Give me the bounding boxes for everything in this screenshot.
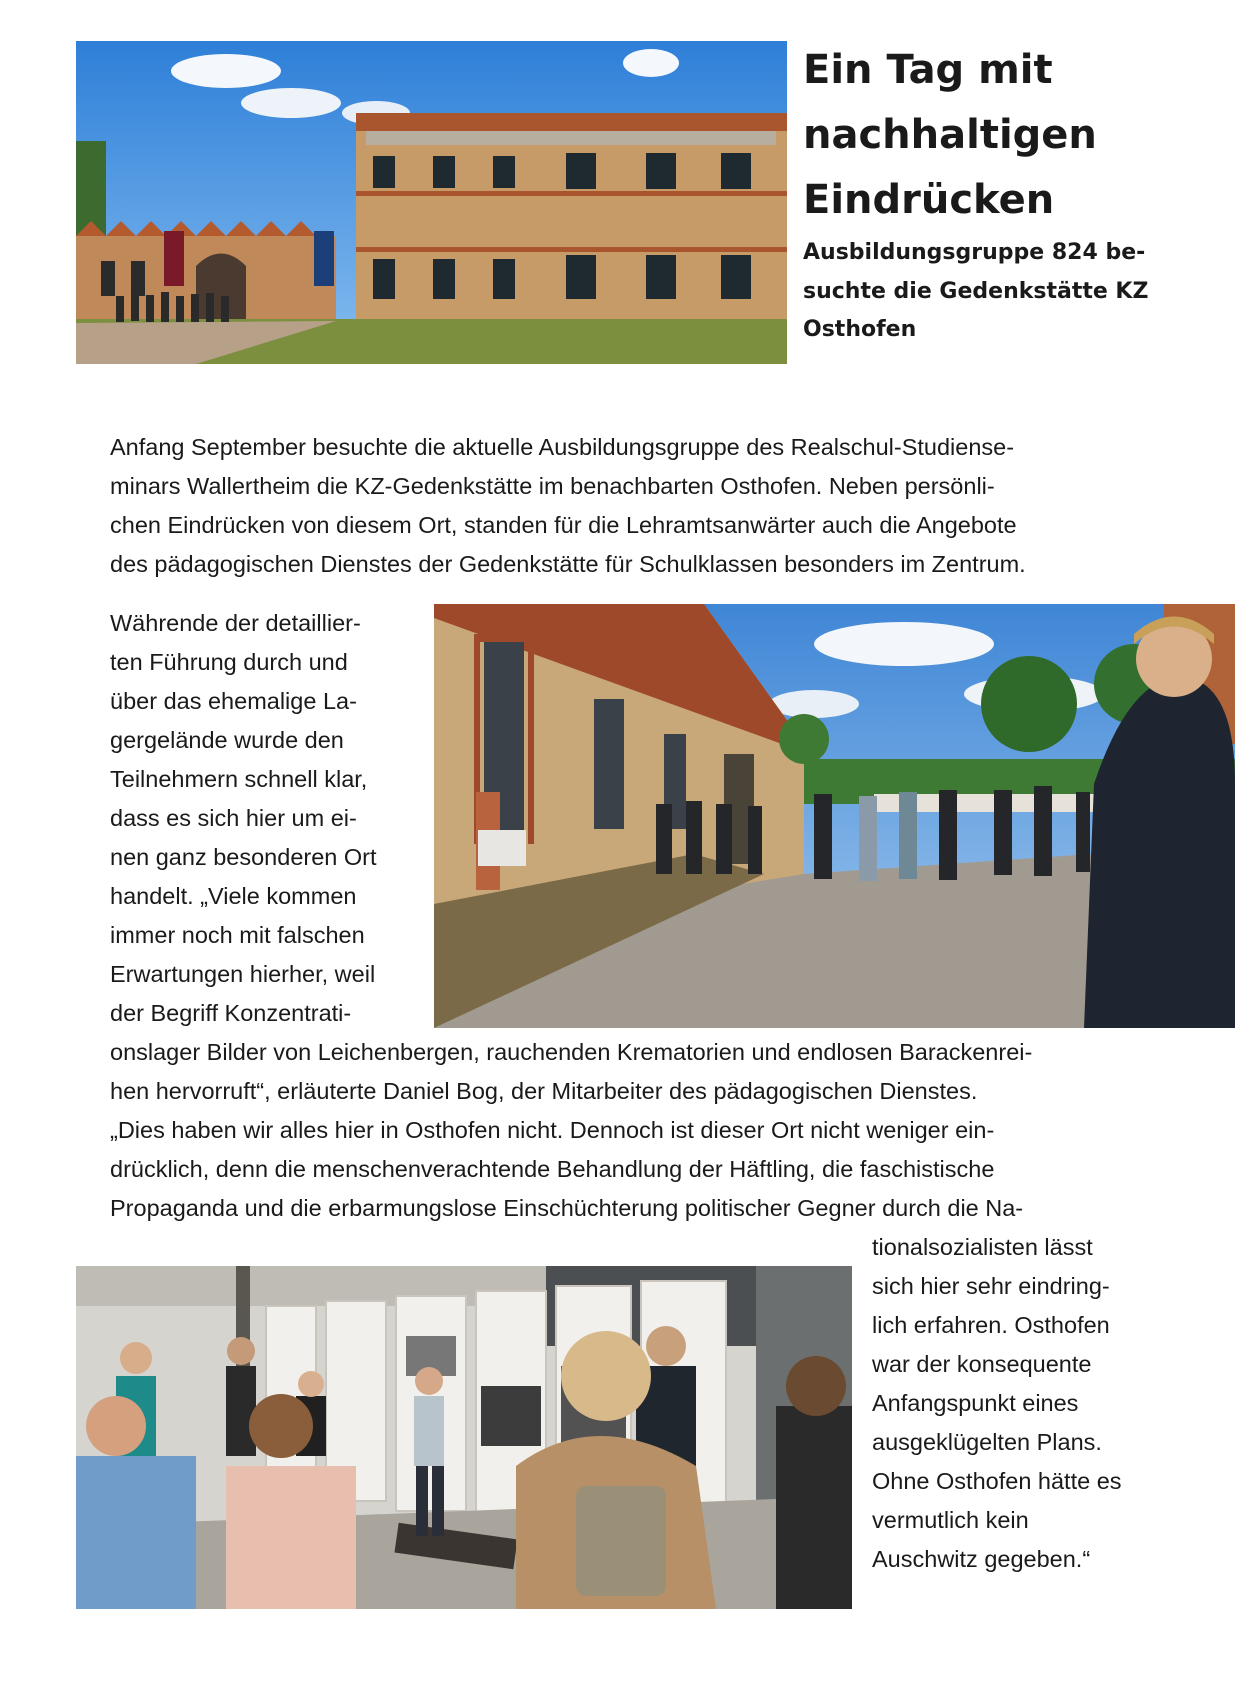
headline-line: Eindrücken: [803, 177, 1055, 223]
headline-line: nachhaltigen: [803, 112, 1097, 158]
text-line: „Dies haben wir alles hier in Osthofen nicht. Dennoch ist dieser Ort nicht weniger ein-: [110, 1117, 995, 1143]
text-line: Ohne Osthofen hätte es: [872, 1468, 1122, 1494]
text-line: onslager Bilder von Leichenbergen, rauchenden Krematorien und endlosen Barackenrei-: [110, 1039, 1033, 1065]
text-line: tionalsozialisten lässt: [872, 1234, 1093, 1260]
article-subheadline: [803, 234, 1183, 350]
text-line: der Begriff Konzentrati-: [110, 1000, 352, 1026]
text-line: Erwartungen hierher, weil: [110, 961, 376, 987]
outdoor-tour-photo: [434, 604, 1235, 1028]
text-line: sich hier sehr eindring-: [872, 1273, 1110, 1299]
text-line: ausgeklügelten Plans.: [872, 1429, 1102, 1455]
text-line: minars Wallertheim die KZ-Gedenkstätte im benachbarten Osthofen. Neben persönli-: [110, 473, 995, 499]
text-line: drücklich, denn die menschenverachtende Behandlung der Häftling, die faschistische: [110, 1156, 995, 1182]
text-line: war der konsequente: [872, 1351, 1092, 1377]
text-line: Anfangspunkt eines: [872, 1390, 1079, 1416]
subheadline-line: Ausbildungsgruppe 824 be-: [803, 240, 1146, 265]
text-line: immer noch mit falschen: [110, 922, 365, 948]
full-width-paragraph: [110, 1033, 1032, 1228]
right-column-paragraph: [872, 1228, 1122, 1579]
text-line: Anfang September besuchte die aktuelle Ausbildungsgruppe des Realschul-Studiense-: [110, 434, 1015, 460]
article-headline: [803, 38, 1223, 233]
intro-paragraph: [110, 428, 1026, 584]
memorial-building-photo: [76, 41, 787, 364]
text-line: Propaganda und die erbarmungslose Einschüchterung politischer Gegner durch die Na-: [110, 1195, 1024, 1221]
headline-line: Ein Tag mit: [803, 47, 1053, 93]
text-line: gergelände wurde den: [110, 727, 344, 753]
text-line: dass es sich hier um ei-: [110, 805, 357, 831]
text-line: handelt. „Viele kommen: [110, 883, 357, 909]
text-line: des pädagogischen Dienstes der Gedenkstätte für Schulklassen besonders im Zentrum.: [110, 551, 1026, 577]
text-line: hen hervorruft“, erläuterte Daniel Bog, der Mitarbeiter des pädagogischen Dienstes.: [110, 1078, 978, 1104]
text-line: über das ehemalige La-: [110, 688, 357, 714]
text-line: nen ganz besonderen Ort: [110, 844, 377, 870]
exhibition-interior-photo: [76, 1266, 852, 1609]
subheadline-line: suchte die Gedenkstätte KZ: [803, 278, 1149, 304]
text-line: Währende der detaillier-: [110, 610, 361, 636]
text-line: Auschwitz gegeben.“: [872, 1546, 1091, 1572]
text-line: Teilnehmern schnell klar,: [110, 766, 368, 792]
text-line: ten Führung durch und: [110, 649, 348, 675]
subheadline-line: Osthofen: [803, 317, 917, 342]
text-line: chen Eindrücken von diesem Ort, standen für die Lehramtsanwärter auch die Angebote: [110, 512, 1017, 538]
text-line: lich erfahren. Osthofen: [872, 1312, 1110, 1338]
text-line: vermutlich kein: [872, 1507, 1029, 1533]
narrow-paragraph: [110, 604, 377, 1033]
